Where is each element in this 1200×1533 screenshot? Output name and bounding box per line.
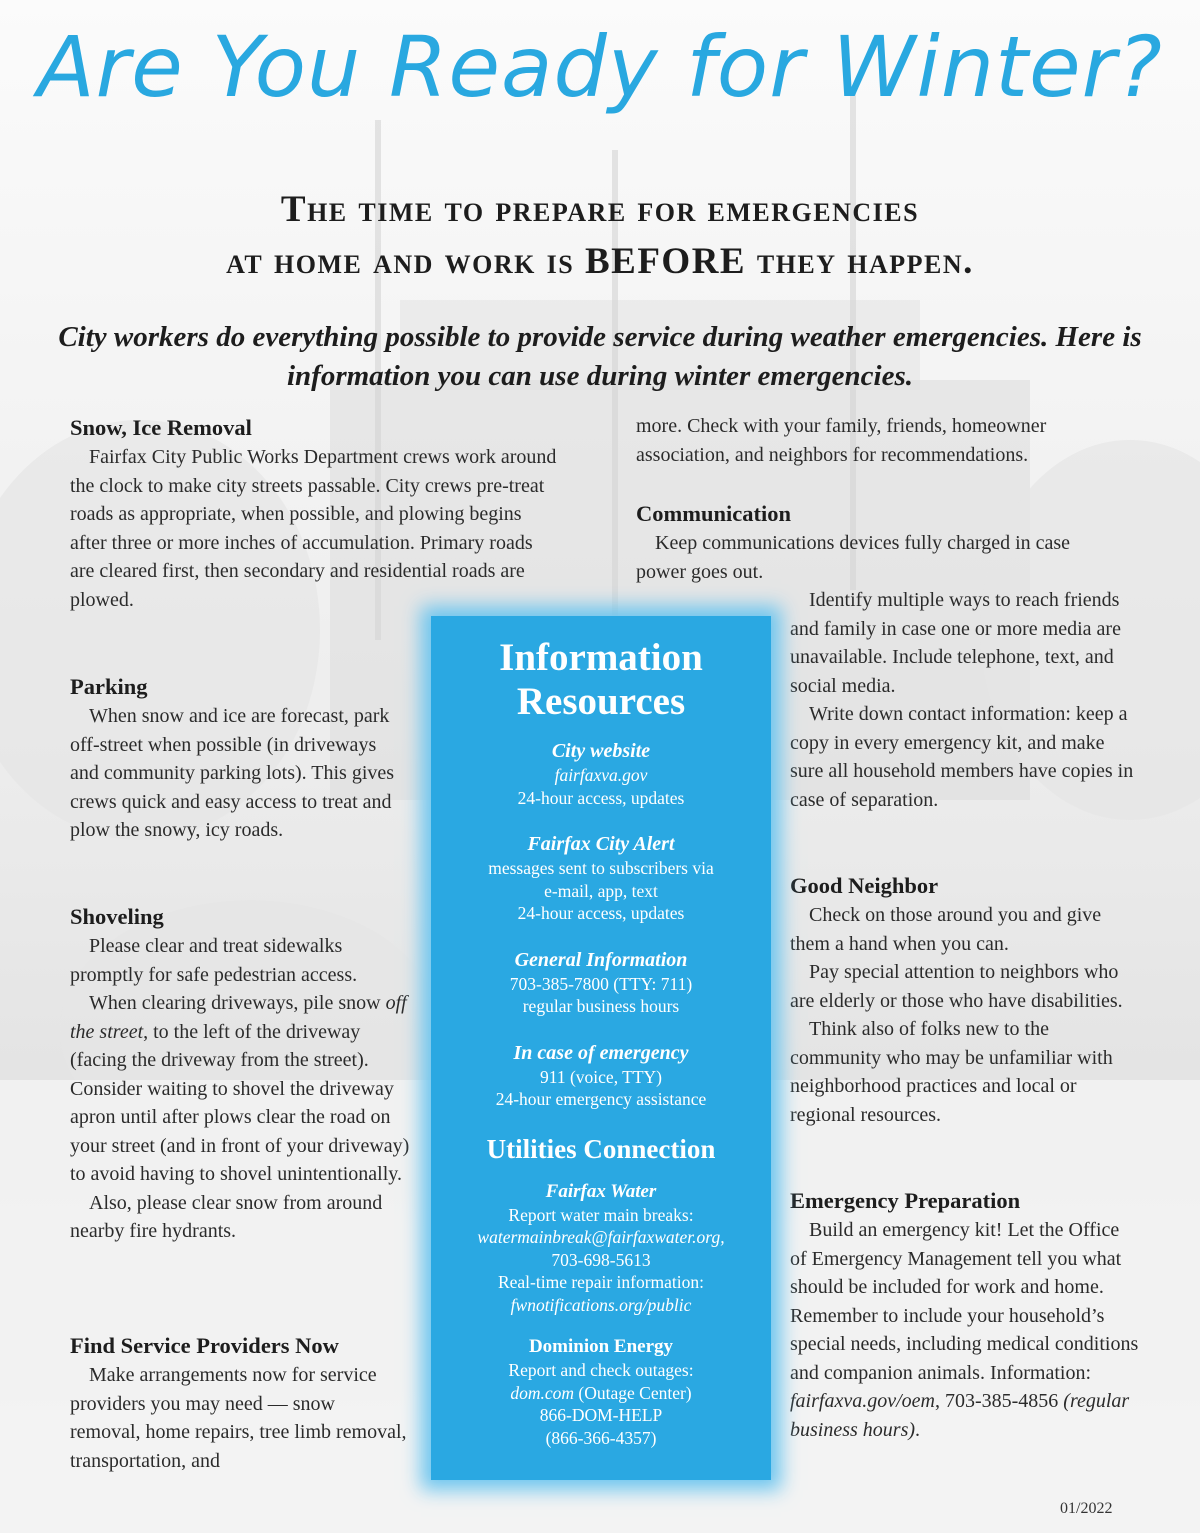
dominion-link: dom.com — [510, 1382, 575, 1403]
section-service-providers — [70, 1331, 410, 1475]
before-emphasis: BEFORE — [584, 241, 747, 282]
section-body: When snow and ice are forecast, park off-street when possible (in driveways and community parking lots). This gives crews quick and easy access to treat and plow the snowy, icy roads. — [70, 705, 395, 841]
info-box-heading: Information Resources — [499, 636, 703, 723]
section-heading: Shoveling — [70, 904, 164, 929]
section-paragraph: When clearing driveways, pile snow off the street, to the left of the driveway (facing the driveway from the street). Consider waiting to shovel the driveway apron until after plows clear the road on your street (and in front of your driveway) to avoid having to shovel unintentionally. — [70, 992, 410, 1185]
section-paragraph: Check on those around you and give them a hand when you can. — [790, 904, 1102, 955]
section-heading: Snow, Ice Removal — [70, 415, 252, 440]
section-paragraph: Write down contact information: keep a copy in every emergency kit, and make sure all household members have copies in case of separation. — [790, 703, 1134, 811]
section-body: Build an emergency kit! Let the Office of Emergency Management tell you what should be included for work and home. Remember to include your household’s special needs, including medical conditions and companion animals. Information: fairfaxva.gov/oem, 703-385-4856 (regular business hours). — [790, 1219, 1139, 1441]
city-website-link: fairfaxva.gov — [554, 765, 648, 785]
section-paragraph: Keep communications devices fully charged in case power goes out. — [636, 532, 1071, 583]
resource-city-alert: Fairfax City Alert messages sent to subscribers via e-mail, app, text 24-hour access, updates — [488, 833, 714, 923]
section-shoveling — [70, 902, 415, 1246]
section-body-continued: more. Check with your family, friends, homeowner association, and neighbors for recommendations. — [636, 415, 1047, 466]
issue-date: 01/2022 — [1060, 1500, 1113, 1517]
water-email-link: watermainbreak@fairfaxwater.org, — [477, 1227, 725, 1247]
resource-general-information: General Information 703-385-7800 (TTY: 711) regular business hours — [509, 948, 693, 1016]
section-paragraph: Identify multiple ways to reach friends and family in case one or more media are unavailable. Include telephone, text, and social media. — [790, 589, 1121, 697]
section-communication-cont — [790, 586, 1140, 814]
resource-city-website: City website fairfaxva.gov 24-hour access, updates — [431, 738, 771, 809]
section-heading: Parking — [70, 674, 148, 699]
utility-dominion-energy: Dominion Energy Report and check outages: dom.com (Outage Center) 866-DOM-HELP (866-366-4357) — [508, 1336, 694, 1448]
section-heading: Good Neighbor — [790, 873, 939, 898]
section-paragraph: Think also of folks new to the community who may be unfamiliar with neighborhood practices and local or regional resources. — [790, 1018, 1113, 1126]
information-resources-box — [431, 616, 771, 1480]
section-paragraph: Also, please clear snow from around nearby fire hydrants. — [70, 1191, 383, 1242]
resource-emergency: In case of emergency 911 (voice, TTY) 24-hour emergency assistance — [495, 1041, 707, 1109]
subtitle-line-2: at home and work is BEFORE they happen. — [226, 241, 974, 282]
section-snow-ice-removal — [70, 413, 570, 614]
oem-link: fairfaxva.gov/oem — [790, 1390, 935, 1412]
section-parking — [70, 672, 410, 845]
section-body: Make arrangements now for service providers you may need — snow removal, home repairs, tree limb removal, transportation, and — [70, 1364, 407, 1472]
utility-fairfax-water: Fairfax Water Report water main breaks: watermainbreak@fairfaxwater.org, 703-698-5613 Real-time repair information: fwnotifications.org/public — [431, 1179, 771, 1317]
subtitle-line-1: The time to prepare for emergencies — [280, 189, 920, 230]
page-title: Are You Ready for Winter? — [37, 18, 1163, 116]
section-good-neighbor — [790, 871, 1140, 1129]
section-communication — [636, 499, 1116, 586]
section-emergency-preparation — [790, 1186, 1140, 1444]
utilities-heading: Utilities Connection — [486, 1133, 716, 1164]
section-paragraph: Please clear and treat sidewalks promptly for safe pedestrian access. — [70, 935, 358, 986]
intro-text: City workers do everything possible to provide service during weather emergencies. Here is information you can use during winter emergencies. — [58, 321, 1142, 392]
section-heading: Emergency Preparation — [790, 1188, 1021, 1213]
section-heading: Communication — [636, 501, 792, 526]
section-paragraph: Pay special attention to neighbors who are elderly or those who have disabilities. — [790, 961, 1123, 1012]
section-service-providers-continued — [636, 412, 1126, 469]
section-heading: Find Service Providers Now — [70, 1333, 339, 1358]
section-body: Fairfax City Public Works Department crews work around the clock to make city streets passable. City crews pre-treat roads as appropriate, when possible, and plowing begins after three or more inches of accumulation. Primary roads are cleared first, then secondary and residential roads are plowed. — [70, 446, 557, 611]
water-notifications-link: fwnotifications.org/public — [510, 1294, 692, 1315]
